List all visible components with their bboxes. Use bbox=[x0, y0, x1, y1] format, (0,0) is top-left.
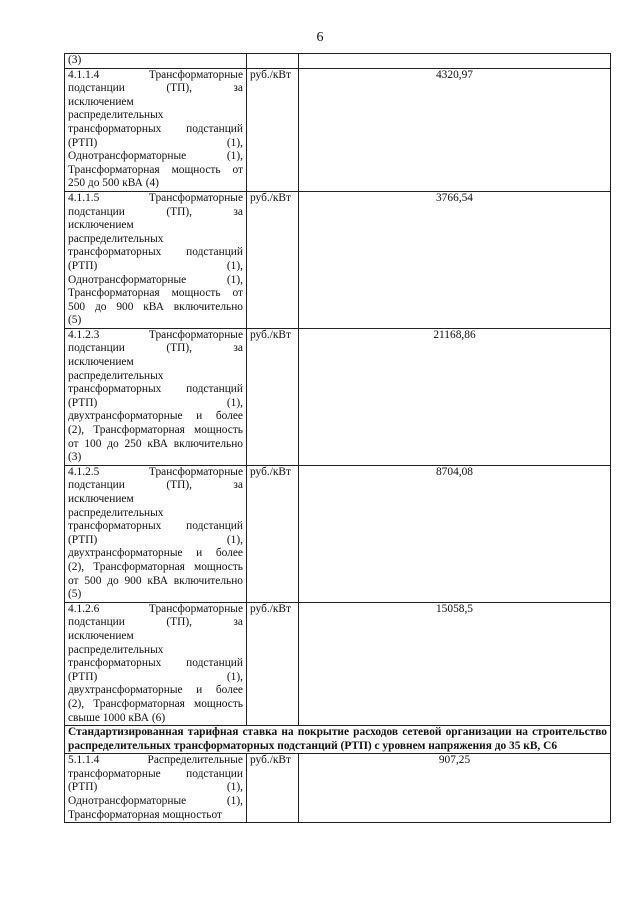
table-row bbox=[65, 465, 611, 602]
row-name-line: трансформаторных подстанций bbox=[68, 383, 243, 396]
row-name-line: Однотрансформаторные (1), bbox=[68, 795, 243, 808]
row-value: 15058,5 bbox=[299, 602, 611, 725]
row-name-line: (5) bbox=[68, 314, 82, 327]
row-name-line: Трансформаторная мощностьот bbox=[68, 808, 223, 821]
row-unit: руб./кВт bbox=[247, 191, 299, 328]
table-row bbox=[65, 602, 611, 725]
row-name-line: (РТП) (1), bbox=[68, 259, 243, 272]
row-name-line: исключением bbox=[68, 493, 134, 505]
row-name bbox=[65, 465, 247, 602]
row-name-line: распределительных bbox=[68, 232, 164, 245]
section-header: Стандартизированная тарифная ставка на покрытие расходов сетевой организации на строительство распределительных трансформаторных подстанций (РТП) с уровнем напряжения до 35 кВ, С6 bbox=[65, 726, 611, 754]
row-name-line: трансформаторных подстанций bbox=[68, 246, 243, 259]
row-name-fragment: (3) bbox=[65, 54, 247, 69]
row-name-line: распределительных bbox=[68, 506, 164, 519]
row-unit: руб./кВт bbox=[247, 68, 299, 191]
page-number: 6 bbox=[316, 30, 324, 45]
row-name-line: 4.1.2.5 Трансформаторные bbox=[68, 465, 243, 478]
row-unit: руб./кВт bbox=[247, 754, 299, 823]
row-name-line: распределительных bbox=[68, 643, 164, 656]
tariff-table bbox=[64, 53, 611, 823]
tariff-table-body bbox=[65, 54, 611, 823]
row-name-line: Трансформаторная мощность от bbox=[68, 287, 243, 300]
row-name-line: исключением bbox=[68, 219, 134, 232]
row-value: 8704,08 bbox=[299, 465, 611, 602]
row-name-line: 4.1.1.5 Трансформаторные bbox=[68, 191, 243, 204]
row-name-line: подстанции (ТП), за bbox=[68, 616, 243, 629]
row-value: 3766,54 bbox=[299, 191, 611, 328]
row-value-empty bbox=[299, 54, 611, 69]
row-name-line: от 100 до 250 кВА включительно bbox=[68, 437, 243, 450]
row-name-line: (5) bbox=[68, 588, 82, 601]
row-name-line: (РТП) (1), bbox=[68, 781, 243, 794]
row-name-line: 4.1.1.4 Трансформаторные bbox=[68, 68, 243, 81]
row-name-line: 250 до 500 кВА (4) bbox=[68, 177, 159, 190]
row-name-line: подстанции (ТП), за bbox=[68, 479, 243, 492]
row-name-line: (РТП) (1), bbox=[68, 670, 243, 683]
table-row bbox=[65, 328, 611, 465]
row-name bbox=[65, 754, 247, 823]
row-name-line: двухтрансформаторные и более bbox=[68, 684, 243, 697]
row-name-line: (РТП) (1), bbox=[68, 533, 243, 546]
row-value: 21168,86 bbox=[299, 328, 611, 465]
row-name-line: распределительных bbox=[68, 369, 164, 382]
row-name-line: подстанции (ТП), за bbox=[68, 342, 243, 355]
row-name-line: свыше 1000 кВА (6) bbox=[68, 711, 166, 724]
row-name-line: от 500 до 900 кВА включительно bbox=[68, 574, 243, 587]
row-name-line: (РТП) (1), bbox=[68, 136, 243, 149]
row-name-line: подстанции (ТП), за bbox=[68, 82, 243, 95]
row-unit: руб./кВт bbox=[247, 602, 299, 725]
row-name-line: трансформаторных подстанций bbox=[68, 657, 243, 670]
row-name-line: исключением bbox=[68, 629, 134, 642]
row-unit: руб./кВт bbox=[247, 465, 299, 602]
table-row-fragment bbox=[65, 54, 611, 69]
row-name-line: двухтрансформаторные и более bbox=[68, 547, 243, 560]
row-name-line: Однотрансформаторные (1), bbox=[68, 273, 243, 286]
row-name-line: трансформаторные подстанции bbox=[68, 767, 243, 780]
row-name-line: Однотрансформаторные (1), bbox=[68, 150, 243, 163]
row-name-line: (2), Трансформаторная мощность bbox=[68, 560, 243, 573]
row-name-line: подстанции (ТП), за bbox=[68, 205, 243, 218]
row-name-line: Трансформаторная мощность от bbox=[68, 163, 243, 176]
row-value: 907,25 bbox=[299, 754, 611, 823]
row-name-line: трансформаторных подстанций bbox=[68, 122, 243, 135]
row-name-line: 5.1.1.4 Распределительные bbox=[68, 754, 243, 767]
row-name-line: 4.1.2.6 Трансформаторные bbox=[68, 602, 243, 615]
row-name-line: двухтрансформаторные и более bbox=[68, 410, 243, 423]
row-name-line: 500 до 900 кВА включительно bbox=[68, 300, 243, 313]
row-name-line: распределительных bbox=[68, 109, 164, 122]
row-name-line: 4.1.2.3 Трансформаторные bbox=[68, 328, 243, 341]
table-row bbox=[65, 754, 611, 823]
row-name bbox=[65, 602, 247, 725]
row-name-line: (2), Трансформаторная мощность bbox=[68, 424, 243, 437]
row-name-line: (3) bbox=[68, 451, 82, 464]
row-unit-empty bbox=[247, 54, 299, 69]
row-name-line: трансформаторных подстанций bbox=[68, 520, 243, 533]
row-name bbox=[65, 68, 247, 191]
section-header-row bbox=[65, 726, 611, 754]
row-name-line: исключением bbox=[68, 356, 134, 369]
table-row bbox=[65, 68, 611, 191]
row-name-line: (РТП) (1), bbox=[68, 396, 243, 409]
row-name bbox=[65, 328, 247, 465]
row-unit: руб./кВт bbox=[247, 328, 299, 465]
row-name-line: (2), Трансформаторная мощность bbox=[68, 697, 243, 710]
row-name bbox=[65, 191, 247, 328]
row-name-line: исключением bbox=[68, 95, 134, 108]
table-row bbox=[65, 191, 611, 328]
row-value: 4320,97 bbox=[299, 68, 611, 191]
